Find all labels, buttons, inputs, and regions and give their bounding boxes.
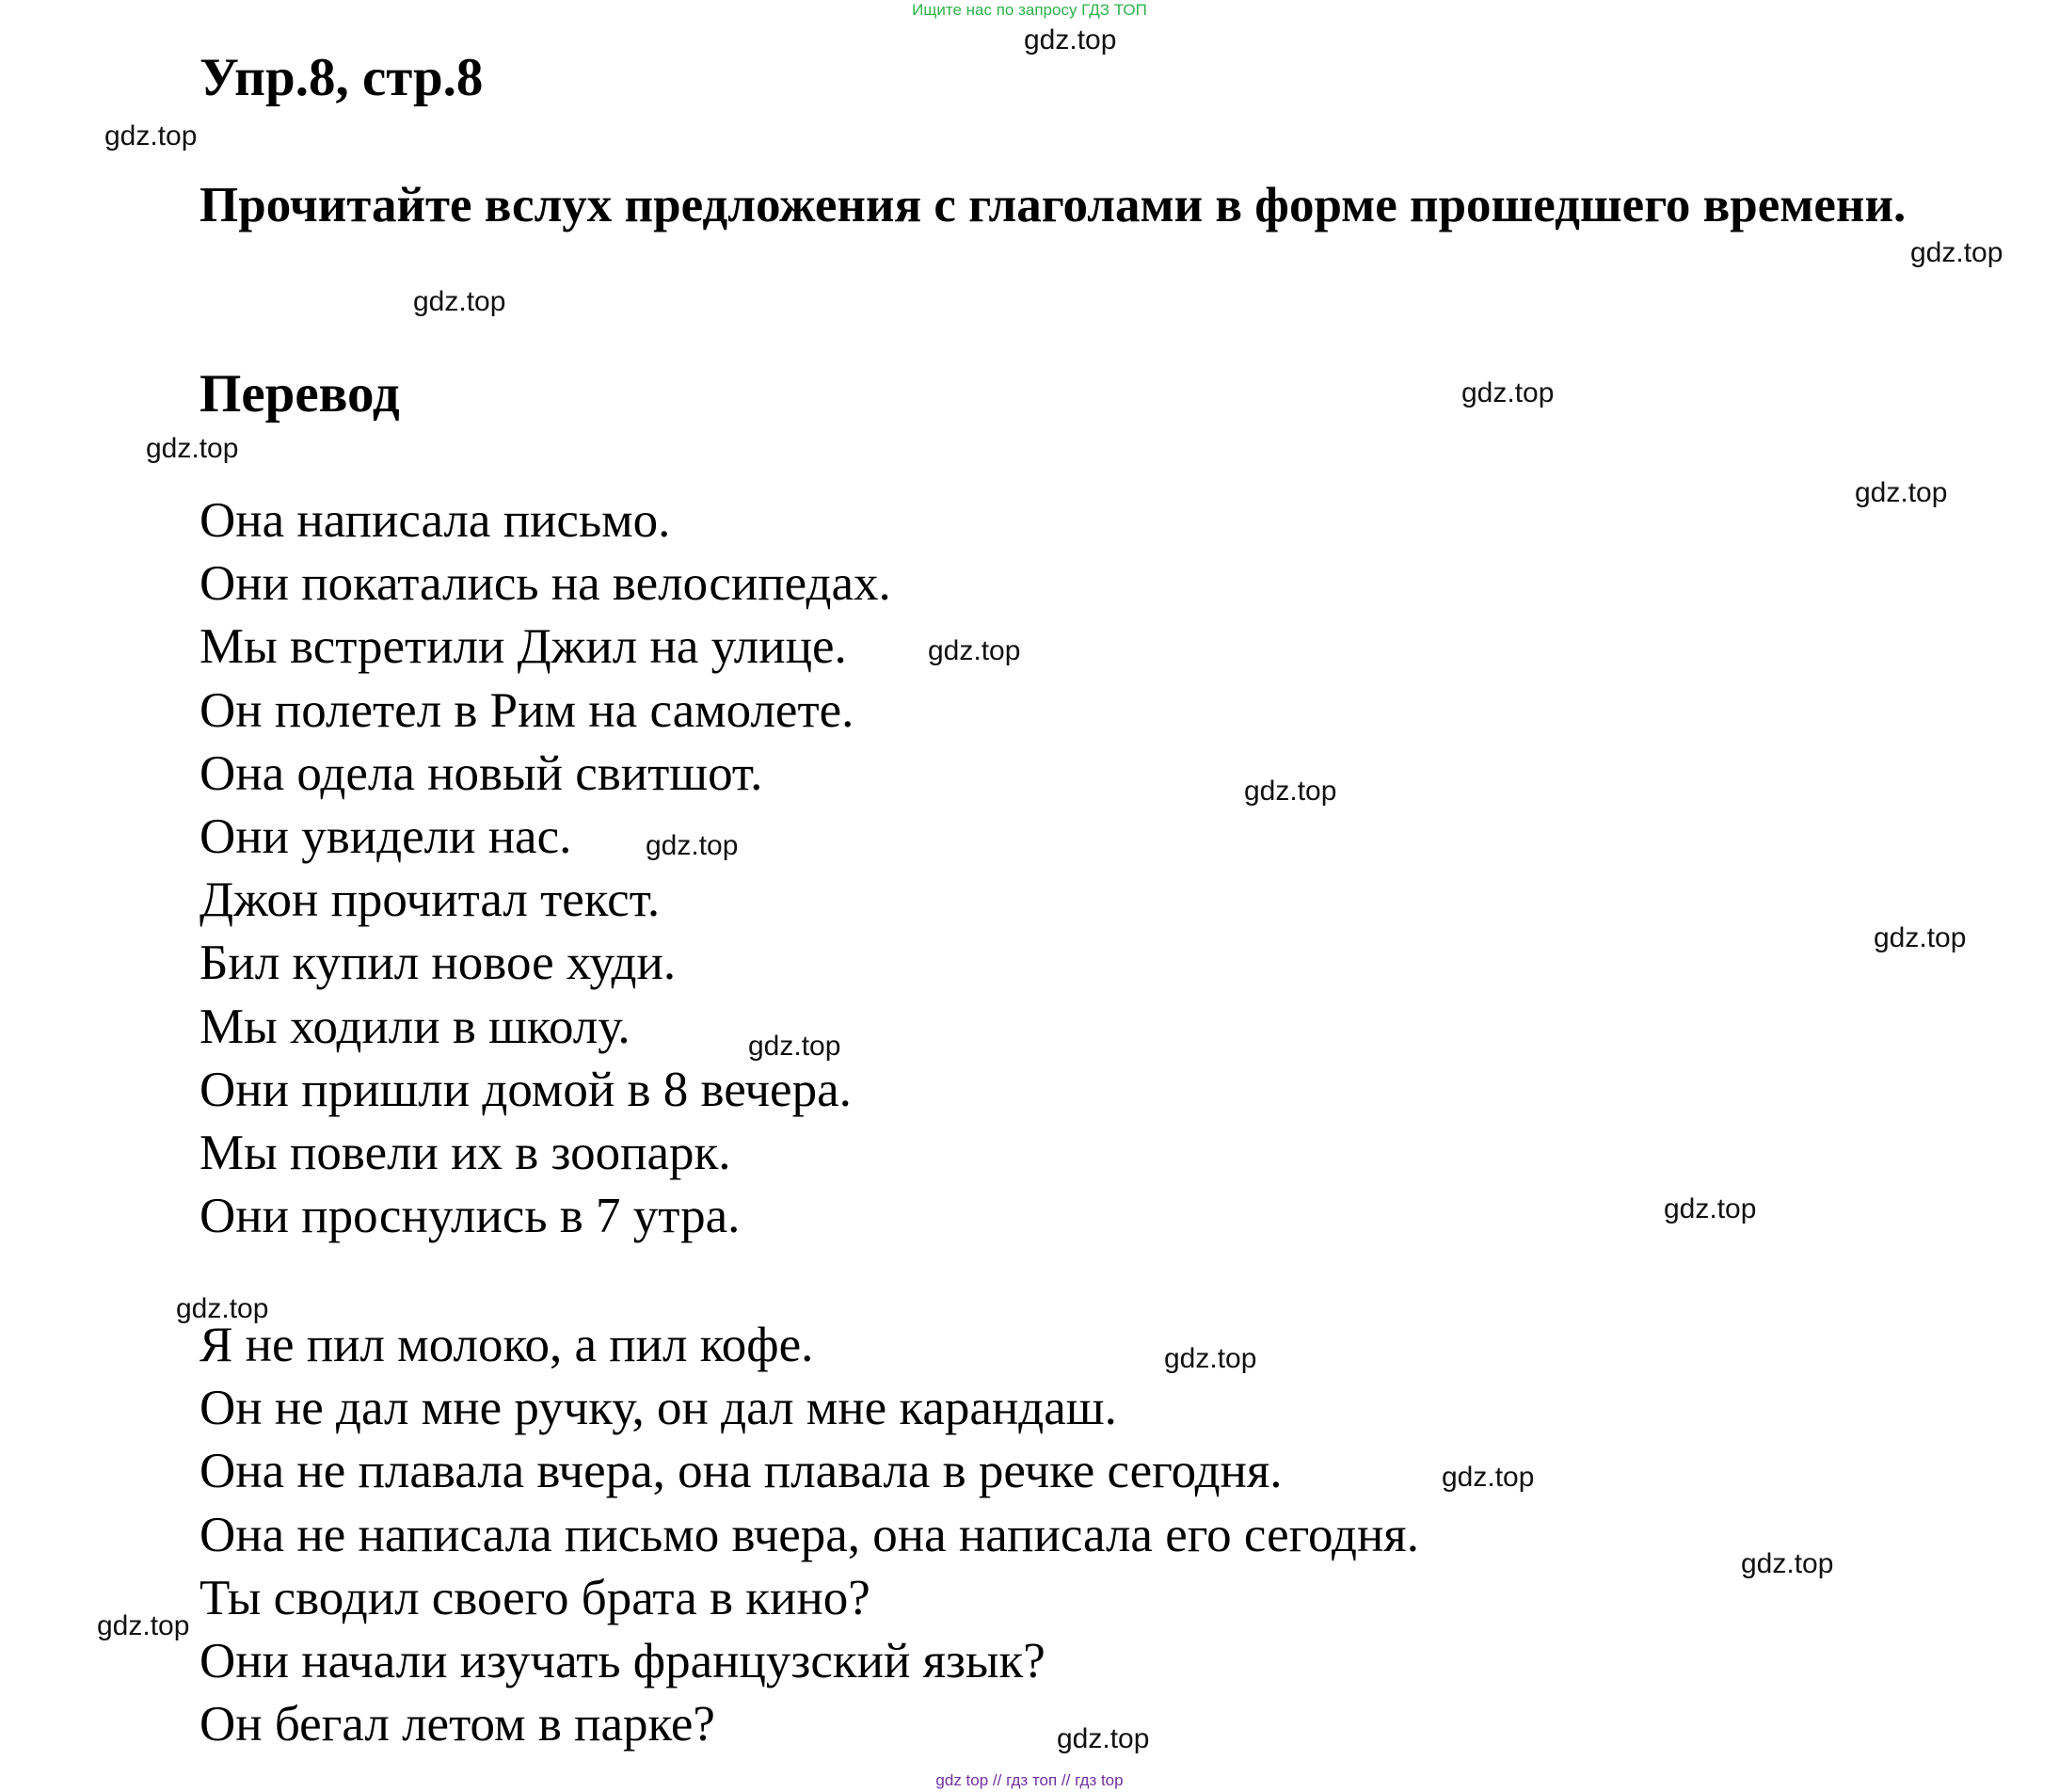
watermark: gdz.top bbox=[1461, 377, 1555, 408]
top-banner: Ищите нас по запросу ГДЗ ТОП bbox=[912, 1, 1147, 19]
sentence: Она не написала письмо вчера, она написала его сегодня. bbox=[200, 1507, 1419, 1562]
watermark: gdz.top bbox=[1874, 922, 1967, 953]
sentence: Они пришли домой в 8 вечера. bbox=[200, 1062, 852, 1117]
sentence: Он не дал мне ручку, он дал мне карандаш. bbox=[200, 1381, 1117, 1436]
sentence: Она написала письмо. bbox=[200, 493, 671, 548]
watermark: gdz.top bbox=[1244, 776, 1337, 807]
watermark: gdz.top bbox=[1057, 1723, 1150, 1754]
sentence: Бил купил новое худи. bbox=[200, 936, 677, 991]
sentence: Мы повели их в зоопарк. bbox=[200, 1125, 731, 1180]
watermark: gdz.top bbox=[1741, 1548, 1834, 1579]
watermark: gdz.top bbox=[1910, 237, 2003, 268]
watermark: gdz.top bbox=[748, 1031, 841, 1062]
sentence: Ты сводил своего брата в кино? bbox=[200, 1570, 870, 1625]
sentence: Мы встретили Джил на улице. bbox=[200, 619, 847, 675]
sentence: Они начали изучать французский язык? bbox=[200, 1633, 1045, 1688]
sentence: Я не пил молоко, а пил кофе. bbox=[200, 1318, 814, 1372]
watermark: gdz.top bbox=[1855, 477, 1948, 508]
sentence: Он бегал летом в парке? bbox=[200, 1697, 715, 1752]
sentence: Она не плавала вчера, она плавала в речке сегодня. bbox=[200, 1444, 1283, 1499]
task-instruction: Прочитайте вслух предложения с глаголами в форме прошедшего времени. bbox=[200, 178, 1907, 232]
watermark: gdz.top bbox=[1164, 1343, 1257, 1374]
watermark: gdz.top bbox=[1442, 1462, 1535, 1493]
sentence: Мы ходили в школу. bbox=[200, 999, 630, 1054]
watermark: gdz.top bbox=[104, 120, 198, 152]
sentence: Джон прочитал текст. bbox=[200, 872, 661, 928]
sentence: Они покатались на велосипедах. bbox=[200, 556, 891, 612]
bottom-banner: gdz top // гдз топ // гдз top bbox=[935, 1771, 1124, 1789]
sentence: Он полетел в Рим на самолете. bbox=[200, 682, 854, 738]
translation-heading: Перевод bbox=[200, 364, 400, 424]
watermark: gdz.top bbox=[146, 433, 239, 464]
watermark: gdz.top bbox=[413, 286, 506, 317]
exercise-title: Упр.8, стр.8 bbox=[200, 48, 484, 107]
watermark: gdz.top bbox=[646, 830, 739, 861]
watermark: gdz.top bbox=[928, 635, 1021, 666]
sentence: Они увидели нас. bbox=[200, 808, 572, 864]
sentence: Они проснулись в 7 утра. bbox=[200, 1189, 741, 1244]
watermark: gdz.top bbox=[1664, 1193, 1757, 1224]
watermark: gdz.top bbox=[176, 1293, 269, 1324]
sentence: Она одела новый свитшот. bbox=[200, 745, 763, 801]
sentence-list-2 bbox=[200, 1314, 1419, 1756]
sentence-list-1 bbox=[200, 489, 891, 1248]
watermark: gdz.top bbox=[97, 1610, 190, 1641]
watermark: gdz.top bbox=[1024, 24, 1117, 56]
